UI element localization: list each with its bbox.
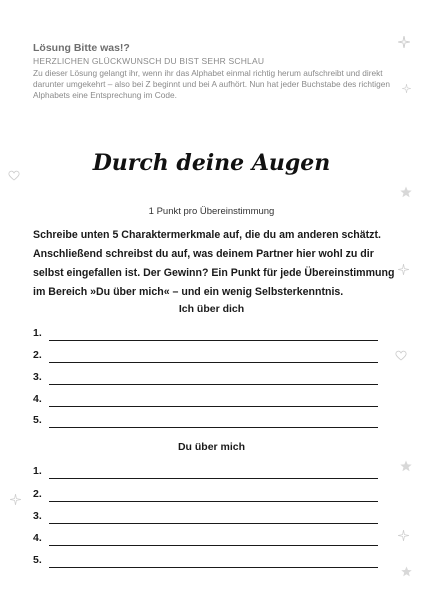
write-line [49,523,378,524]
line-number: 3. [33,510,42,522]
write-line [49,362,378,363]
write-line [49,501,378,502]
answer-line[interactable] [33,371,378,387]
answer-line[interactable] [33,532,378,548]
line-number: 4. [33,393,42,405]
star-icon [400,460,412,472]
write-line [49,340,378,341]
line-number: 2. [33,349,42,361]
intro-text: Schreibe unten 5 Charaktermerkmale auf, die du am anderen schätzt. Anschließend schreibst du auf, was deinem Partner hier wohl zu dir selbst eingefallen ist. Der Gewinn? Ein Punkt für jede Übereinstimmung im Bereich »Du über mich« – und ein wenig Selbsterkenntnis. [33,229,395,298]
line-number: 2. [33,488,42,500]
write-line [49,384,378,385]
heart-icon [8,170,20,181]
sparkle-icon [398,530,409,541]
section-heading-ich-ueber-dich: Ich über dich [178,303,245,315]
answer-line[interactable] [33,554,378,570]
write-line [49,406,378,407]
heart-icon [395,350,407,361]
line-number: 1. [33,465,42,477]
points-note: 1 Punkt pro Übereinstimmung [148,206,275,217]
sparkle-icon [398,36,410,48]
sparkle-icon [402,84,411,93]
solution-title: Lösung Bitte was!? [33,42,130,54]
star-icon [401,566,412,577]
line-number: 5. [33,554,42,566]
answer-line[interactable] [33,510,378,526]
answer-line[interactable] [33,393,378,409]
line-number: 1. [33,327,42,339]
solution-subtitle: HERZLICHEN GLÜCKWUNSCH DU BIST SEHR SCHLAU [33,56,265,66]
line-number: 4. [33,532,42,544]
line-number: 5. [33,414,42,426]
write-line [49,478,378,479]
answer-line[interactable] [33,465,378,481]
sparkle-icon [398,264,409,275]
section-heading-du-ueber-mich: Du über mich [177,441,246,453]
game-title: Durch deine Augen [92,150,331,176]
answer-line[interactable] [33,349,378,365]
answer-line[interactable] [33,327,378,343]
write-line [49,427,378,428]
answer-line[interactable] [33,488,378,504]
sparkle-icon [10,494,21,505]
write-line [49,567,378,568]
solution-text: Zu dieser Lösung gelangt ihr, wenn ihr das Alphabet einmal richtig herum aufschreibt und direkt darunter umgekehrt – also bei Z beginnt und bei A aufhört. Nun hat jeder Buchstabe des richtigen Alphabets eine Entsprechung im Code. [33,68,390,100]
answer-line[interactable] [33,414,378,430]
line-number: 3. [33,371,42,383]
star-icon [400,186,412,198]
write-line [49,545,378,546]
